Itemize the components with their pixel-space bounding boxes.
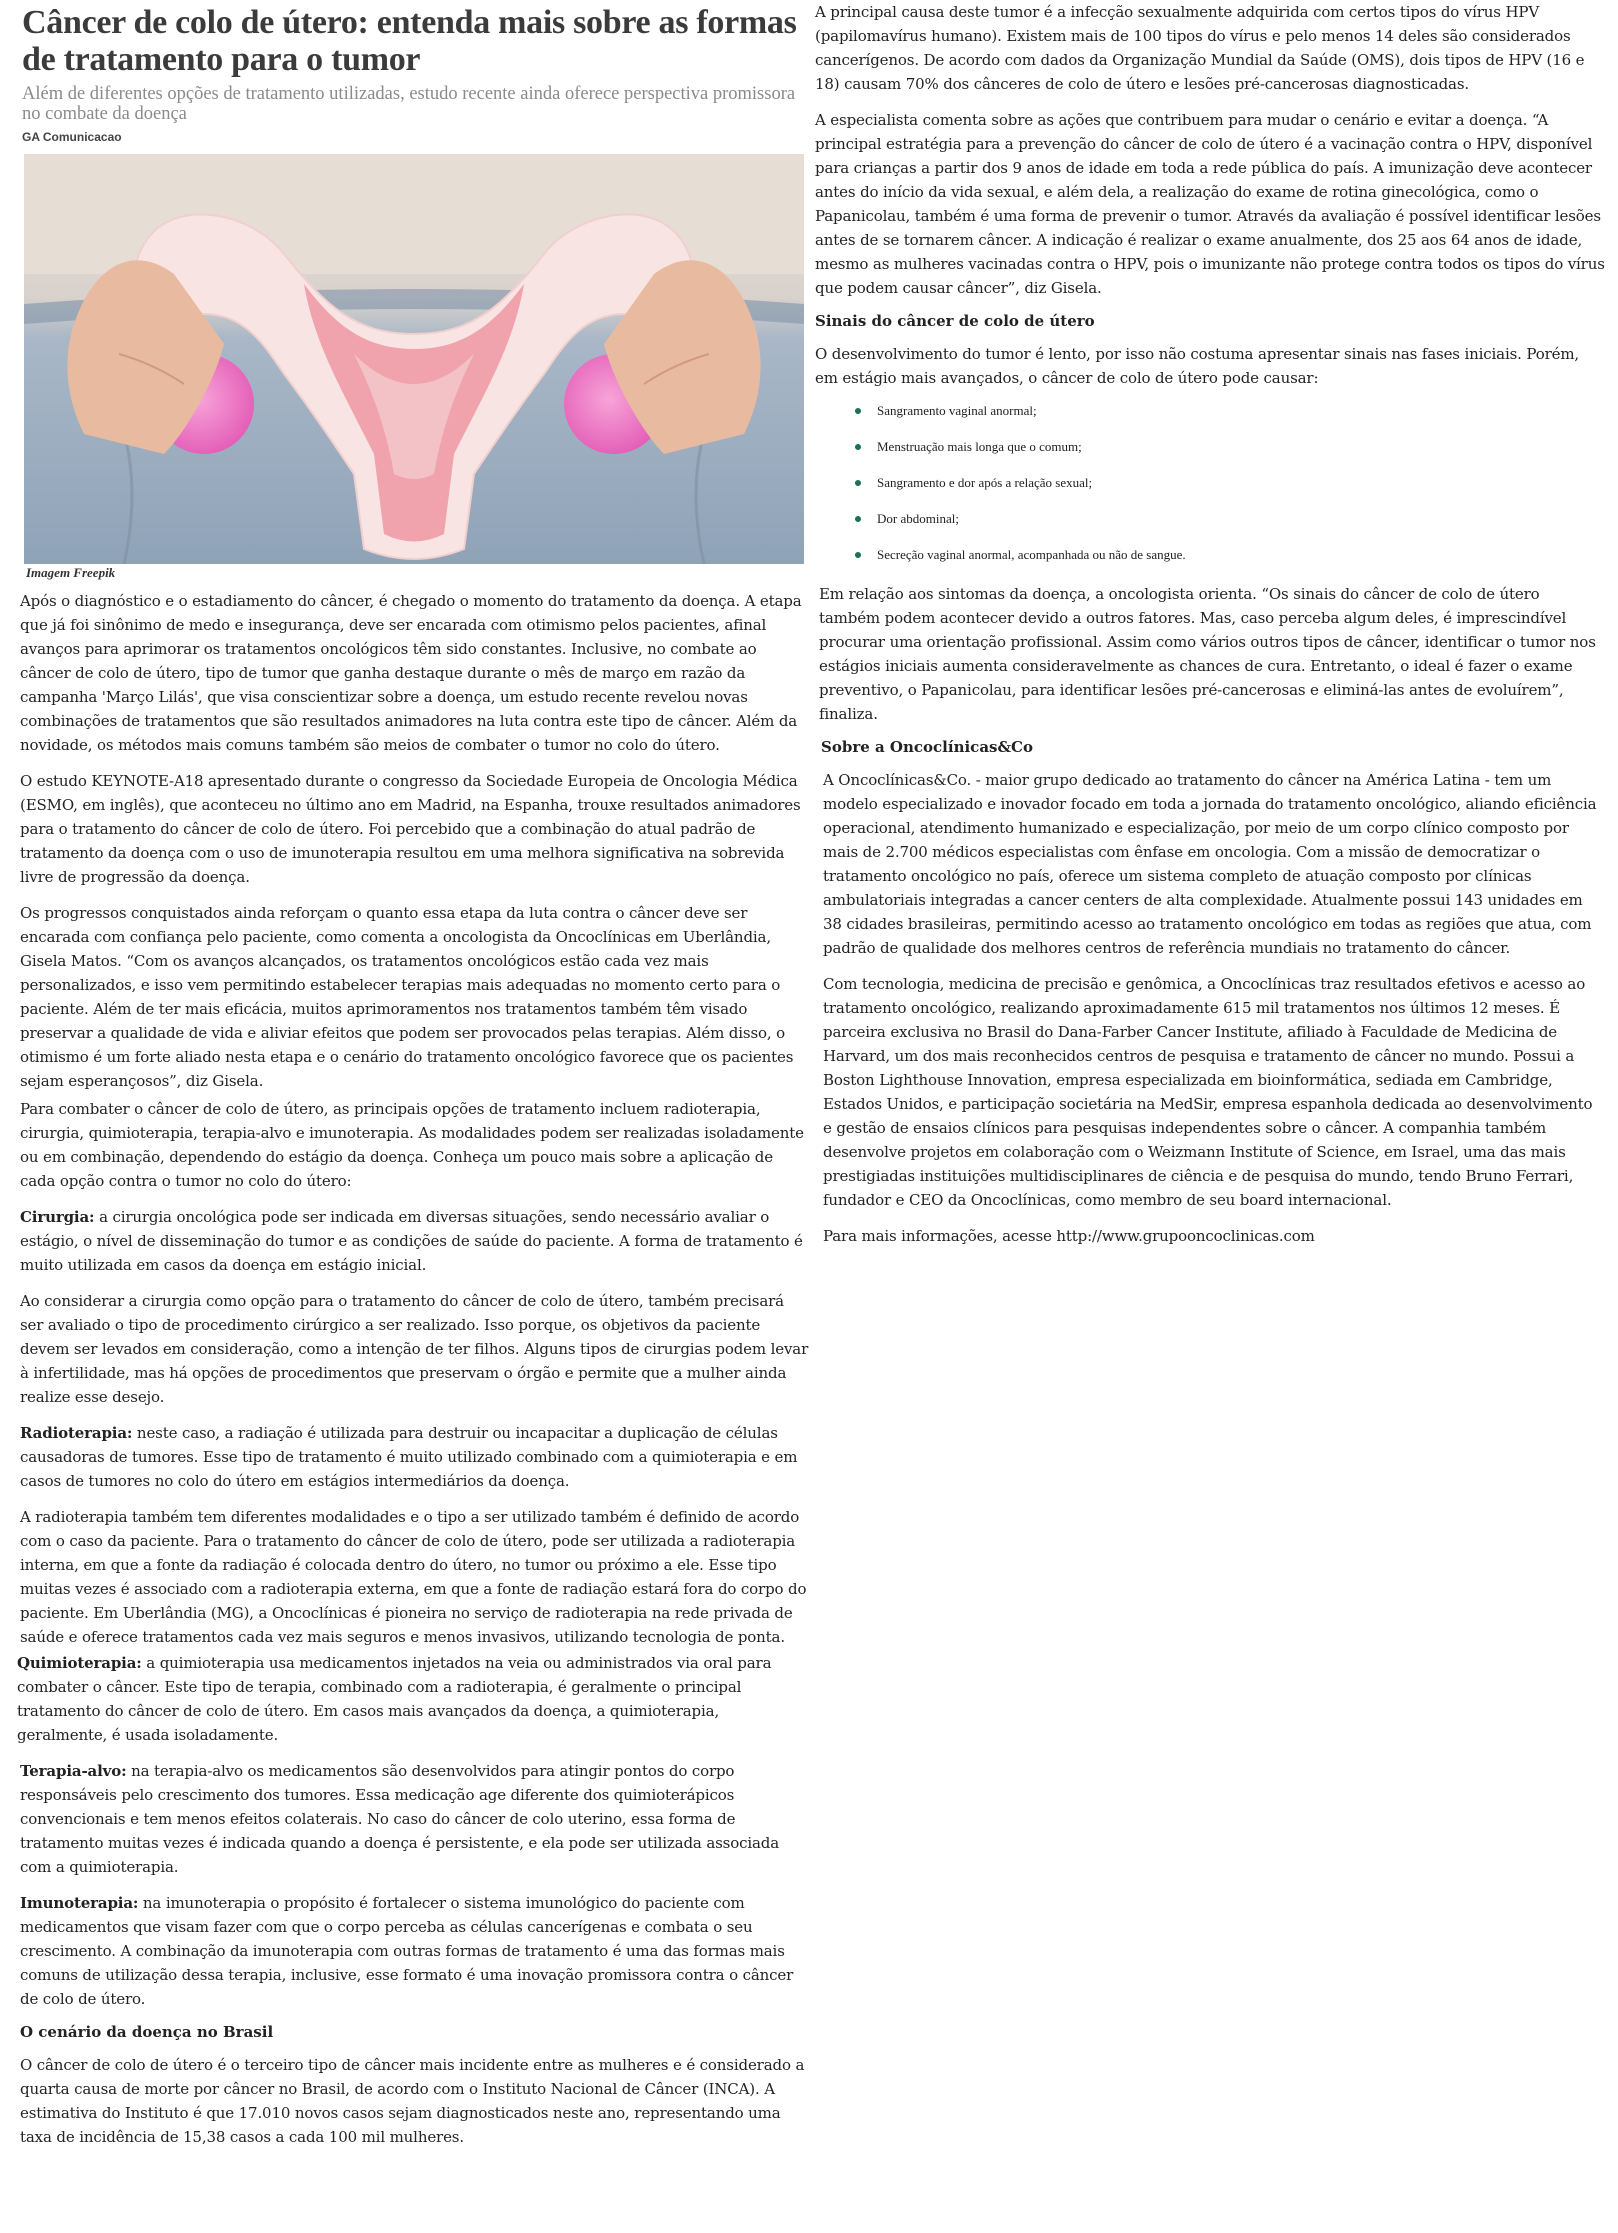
paragraph: A Oncoclínicas&Co. - maior grupo dedicado ao tratamento do câncer na América Latina - tem um modelo especializado e inovador focado em toda a jornada do tratamento oncológico, aliando eficiência operacional, atendimento humanizado e especialização, por meio de um corpo clínico composto por mais de 2.700 médicos especialistas com ênfase em oncologia. Com a missão de democratizar o tratamento oncológico no país, oferece um sistema completo de atuação composto por clínicas ambulatoriais integradas a cancer centers de alta complexidade. Atualmente possui 143 unidades em 38 cidades brasileiras, permitindo acesso ao tratamento oncológico em todas as regiões que atua, com padrão de qualidade dos melhores centros de referência mundiais no tratamento do câncer. bbox=[823, 771, 1597, 957]
article-figure bbox=[24, 154, 804, 581]
list-item: Menstruação mais longa que o comum; bbox=[855, 438, 1605, 456]
paragraph-terapia-alvo bbox=[20, 1759, 810, 1879]
term-label: Radioterapia: bbox=[20, 1424, 133, 1442]
term-text: a cirurgia oncológica pode ser indicada em diversas situações, sendo necessário avaliar o estágio, o nível de disseminação do tumor e as condições de saúde do paciente. A forma de tratamento é muito utilizada em casos da doença em estágio inicial. bbox=[20, 1208, 803, 1274]
paragraph-cirurgia bbox=[20, 1205, 810, 1277]
paragraph: O estudo KEYNOTE-A18 apresentado durante o congresso da Sociedade Europeia de Oncologia Médica (ESMO, em inglês), que aconteceu no último ano em Madrid, na Espanha, trouxe resultados animadores para o tratamento do câncer de colo de útero. Foi percebido que a combinação do atual padrão de tratamento da doença com o uso de imunoterapia resultou em uma melhora significativa na sobrevida livre de progressão da doença. bbox=[20, 772, 801, 886]
term-label: Quimioterapia: bbox=[17, 1654, 142, 1672]
list-item: Sangramento vaginal anormal; bbox=[855, 402, 1605, 420]
uterus-model-photo bbox=[24, 154, 804, 564]
article-title: Câncer de colo de útero: entenda mais sobre as formas de tratamento para o tumor bbox=[22, 4, 797, 78]
article-subtitle: Além de diferentes opções de tratamento utilizadas, estudo recente ainda oferece perspectiva promissora no combate da doença bbox=[22, 84, 796, 124]
paragraph-radioterapia bbox=[20, 1421, 810, 1493]
term-text: neste caso, a radiação é utilizada para destruir ou incapacitar a duplicação de células causadoras de tumores. Esse tipo de tratamento é muito utilizado combinado com a quimioterapia e em casos de tumores no colo do útero em estágios intermediários da doença. bbox=[20, 1424, 798, 1490]
list-item: Dor abdominal; bbox=[855, 510, 1605, 528]
term-label: Imunoterapia: bbox=[20, 1894, 139, 1912]
paragraph: O câncer de colo de útero é o terceiro tipo de câncer mais incidente entre as mulheres e é considerado a quarta causa de morte por câncer no Brasil, de acordo com o Instituto Nacional de Câncer (INCA). A estimativa do Instituto é que 17.010 novos casos sejam diagnosticados neste ano, representando uma taxa de incidência de 15,38 casos a cada 100 mil mulheres. bbox=[20, 2056, 805, 2146]
term-text: a quimioterapia usa medicamentos injetados na veia ou administrados via oral para combater o câncer. Este tipo de terapia, combinado com a radioterapia, é geralmente o principal tratamento do câncer de colo de útero. Em casos mais avançados da doença, a quimioterapia, geralmente, é usada isoladamente. bbox=[17, 1654, 772, 1744]
image-caption: Imagem Freepik bbox=[26, 565, 116, 580]
section-heading-brasil: O cenário da doença no Brasil bbox=[20, 2023, 274, 2041]
term-label: Cirurgia: bbox=[20, 1208, 95, 1226]
list-item: Sangramento e dor após a relação sexual; bbox=[855, 474, 1605, 492]
paragraph: A especialista comenta sobre as ações que contribuem para mudar o cenário e evitar a doença. “A principal estratégia para a prevenção do câncer de colo de útero é a vacinação contra o HPV, disponível para crianças a partir dos 9 anos de idade em toda a rede pública do país. A imunização deve acontecer antes do início da vida sexual, e além dela, a realização do exame de rotina ginecológica, como o Papanicolau, também é uma forma de prevenir o tumor. Através da avaliação é possível identificar lesões antes de se tornarem câncer. A indicação é realizar o exame anualmente, dos 25 aos 64 anos de idade, mesmo as mulheres vacinadas contra o HPV, pois o imunizante não protege contra todos os tipos do vírus que podem causar câncer”, diz Gisela. bbox=[815, 111, 1605, 297]
section-heading-sobre: Sobre a Oncoclínicas&Co bbox=[821, 738, 1033, 756]
paragraph: O desenvolvimento do tumor é lento, por isso não costuma apresentar sinais nas fases iniciais. Porém, em estágio mais avançados, o câncer de colo de útero pode causar: bbox=[815, 345, 1580, 387]
paragraph: Ao considerar a cirurgia como opção para o tratamento do câncer de colo de útero, também precisará ser avaliado o tipo de procedimento cirúrgico a ser realizado. Isso porque, os objetivos da paciente devem ser levados em consideração, como a intenção de ter filhos. Alguns tipos de cirurgias podem levar à infertilidade, mas há opções de procedimentos que preservam o órgão e permite que a mulher ainda realize esse desejo. bbox=[20, 1292, 809, 1406]
paragraph-imunoterapia bbox=[20, 1891, 810, 2011]
term-text: na terapia-alvo os medicamentos são desenvolvidos para atingir pontos do corpo responsáveis pelo crescimento dos tumores. Essa medicação age diferente dos quimioterápicos convencionais e tem menos efeitos colaterais. No caso do câncer de colo uterino, essa forma de tratamento muitas vezes é indicada quando a doença é persistente, e ela pode ser utilizada associada com a quimioterapia. bbox=[20, 1762, 780, 1876]
paragraph: Em relação aos sintomas da doença, a oncologista orienta. “Os sinais do câncer de colo de útero também podem acontecer devido a outros fatores. Mas, caso perceba algum deles, é imprescindível procurar uma orientação profissional. Assim como vários outros tipos de câncer, identificar o tumor nos estágios iniciais aumenta consideravelmente as chances de cura. Entretanto, o ideal é fazer o exame preventivo, o Papanicolau, para identificar lesões pré-cancerosas e eliminá-las antes de evoluírem”, finaliza. bbox=[819, 585, 1596, 723]
term-label: Terapia-alvo: bbox=[20, 1762, 127, 1780]
paragraph: Os progressos conquistados ainda reforçam o quanto essa etapa da luta contra o câncer deve ser encarada com confiança pelo paciente, como comenta a oncologista da Oncoclínicas em Uberlândia, Gisela Matos. “Com os avanços alcançados, os tratamentos oncológicos estão cada vez mais personalizados, e isso vem permitindo estabelecer terapias mais adequadas no momento certo para o paciente. Além de ter mais eficácia, muitos aprimoramentos nos tratamentos também têm visado preservar a qualidade de vida e aliviar efeitos que podem ser provocados pelas terapias. Além disso, o otimismo é um forte aliado nesta etapa e o cenário do tratamento oncológico favorece que os pacientes sejam esperançosos”, diz Gisela. bbox=[20, 904, 794, 1090]
article-byline: GA Comunicacao bbox=[22, 130, 122, 144]
paragraph: A principal causa deste tumor é a infecção sexualmente adquirida com certos tipos do vírus HPV (papilomavírus humano). Existem mais de 100 tipos do vírus e pelo menos 14 deles são considerados cancerígenos. De acordo com dados da Organização Mundial da Saúde (OMS), dois tipos de HPV (16 e 18) causam 70% dos cânceres de colo de útero e lesões pré-cancerosas diagnosticadas. bbox=[815, 3, 1585, 93]
right-column bbox=[815, 0, 1605, 1260]
list-item: Secreção vaginal anormal, acompanhada ou não de sangue. bbox=[855, 546, 1605, 564]
term-text: na imunoterapia o propósito é fortalecer o sistema imunológico do paciente com medicamentos que visam fazer com que o corpo perceba as células cancerígenas e combata o seu crescimento. A combinação da imunoterapia com outras formas de tratamento é uma das formas mais comuns de utilização dessa terapia, inclusive, esse formato é uma inovação promissora contra o câncer de colo de útero. bbox=[20, 1894, 794, 2008]
signs-list bbox=[855, 402, 1605, 564]
paragraph: Para combater o câncer de colo de útero, as principais opções de tratamento incluem radioterapia, cirurgia, quimioterapia, terapia-alvo e imunoterapia. As modalidades podem ser realizadas isoladamente ou em combinação, dependendo do estágio da doença. Conheça um pouco mais sobre a aplicação de cada opção contra o tumor no colo do útero: bbox=[20, 1100, 804, 1190]
left-column bbox=[17, 0, 810, 2161]
paragraph-more-info: Para mais informações, acesse http://www.grupooncoclinicas.com bbox=[823, 1227, 1315, 1245]
paragraph: Após o diagnóstico e o estadiamento do câncer, é chegado o momento do tratamento da doença. A etapa que já foi sinônimo de medo e insegurança, deve ser encarada com otimismo pelos pacientes, afinal avanços para aprimorar os tratamentos oncológicos têm sido constantes. Inclusive, no combate ao câncer de colo de útero, tipo de tumor que ganha destaque durante o mês de março em razão da campanha 'Março Lilás', que visa conscientizar sobre a doença, um estudo recente revelou novas combinações de tratamentos que são resultados animadores na luta contra este tipo de câncer. Além da novidade, os métodos mais comuns também são meios de combater o tumor no colo do útero. bbox=[20, 592, 802, 754]
paragraph-quimioterapia bbox=[17, 1651, 810, 1747]
paragraph: Com tecnologia, medicina de precisão e genômica, a Oncoclínicas traz resultados efetivos e acesso ao tratamento oncológico, realizando aproximadamente 615 mil tratamentos nos últimos 12 meses. É parceira exclusiva no Brasil do Dana-Farber Cancer Institute, afiliado à Faculdade de Medicina de Harvard, um dos mais reconhecidos centros de pesquisa e tratamento de câncer no mundo. Possui a Boston Lighthouse Innovation, empresa especializada em bioinformática, sediada em Cambridge, Estados Unidos, e participação societária na MedSir, empresa espanhola dedicada ao desenvolvimento e gestão de ensaios clínicos para pesquisas independentes sobre o câncer. A companhia também desenvolve projetos em colaboração com o Weizmann Institute of Science, em Israel, uma das mais prestigiadas instituições multidisciplinares de ciência e de pesquisa do mundo, tendo Bruno Ferrari, fundador e CEO da Oncoclínicas, como membro de seu board internacional. bbox=[823, 975, 1593, 1209]
paragraph: A radioterapia também tem diferentes modalidades e o tipo a ser utilizado também é definido de acordo com o caso da paciente. Para o tratamento do câncer de colo de útero, pode ser utilizada a radioterapia interna, em que a fonte da radiação é colocada dentro do útero, no tumor ou próximo a ele. Esse tipo muitas vezes é associado com a radioterapia externa, em que a fonte de radiação estará fora do corpo do paciente. Em Uberlândia (MG), a Oncoclínicas é pioneira no serviço de radioterapia na rede privada de saúde e oferece tratamentos cada vez mais seguros e menos invasivos, utilizando tecnologia de ponta. bbox=[20, 1508, 807, 1646]
section-heading-sinais: Sinais do câncer de colo de útero bbox=[815, 312, 1095, 330]
